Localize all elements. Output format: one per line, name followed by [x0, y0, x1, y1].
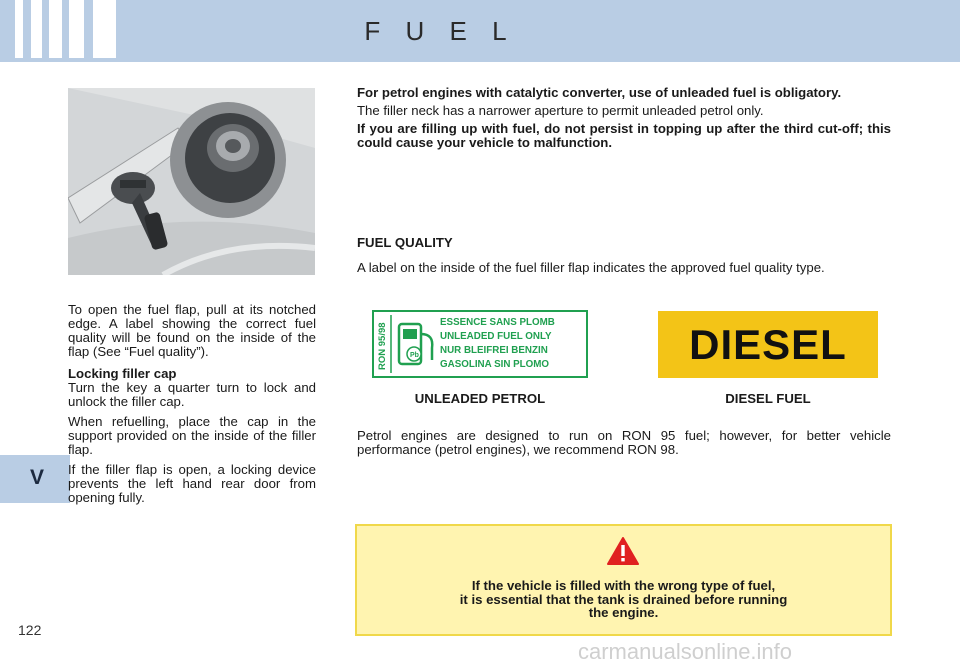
diesel-label-text: DIESEL [689, 321, 847, 368]
fuel-filler-photo [68, 88, 315, 275]
diesel-fuel-label [658, 311, 878, 378]
catalytic-notice: For petrol engines with catalytic converter, use of unleaded fuel is obligatory. [357, 85, 842, 100]
wrong-fuel-warning-box [355, 524, 892, 636]
ron-recommendation: Petrol engines are designed to run on RON 95 fuel; however, for better vehicle performance (petrol engines), we recommend RON 98. [357, 428, 891, 457]
label-line: UNLEADED FUEL ONLY [440, 331, 552, 342]
locking-cap-text: Turn the key a quarter turn to lock and unlock the filler cap. [68, 380, 316, 409]
locking-cap-heading: Locking filler cap [68, 366, 177, 381]
section-tab [0, 455, 70, 503]
page-title: F U E L [364, 16, 516, 46]
left-column [68, 303, 316, 513]
cutoff-warning: If you are filling up with fuel, do not persist in topping up after the third cut-off; this could cause your vehicle to malfunction. [357, 121, 891, 150]
locking-device-text: If the filler flap is open, a locking device prevents the left hand rear door from opening fully. [68, 462, 316, 505]
right-column [357, 86, 891, 154]
fuel-quality-heading: FUEL QUALITY [357, 235, 453, 250]
page-number: 122 [18, 622, 42, 638]
ron-side-text: RON 95/98 [377, 322, 388, 370]
warning-triangle-icon [606, 536, 640, 566]
unleaded-caption: UNLEADED PETROL [414, 391, 546, 406]
header-stripe [31, 0, 42, 58]
label-line: ESSENCE SANS PLOMB [440, 317, 555, 328]
fuel-pump-icon [399, 324, 432, 364]
header-stripe [49, 0, 62, 58]
fuel-quality-text: A label on the inside of the fuel filler flap indicates the approved fuel quality type. [357, 260, 825, 275]
fuel-flap-intro: To open the fuel flap, pull at its notched edge. A label showing the correct fuel quality will be found on the inside of the flap (See “Fuel quality”). [68, 302, 316, 359]
header-stripe [93, 0, 116, 58]
filler-neck-text: The filler neck has a narrower aperture to permit unleaded petrol only. [357, 103, 764, 118]
warning-line-2: it is essential that the tank is drained before running [459, 591, 788, 607]
svg-text:Pb: Pb [410, 352, 419, 359]
label-line: NUR BLEIFREI BENZIN [440, 345, 548, 356]
unleaded-fuel-label [372, 310, 588, 378]
label-line: GASOLINA SIN PLOMO [440, 359, 550, 370]
warning-text [357, 579, 890, 620]
watermark: carmanualsonline.info [578, 639, 793, 664]
section-tab-label: V [30, 466, 45, 489]
header-bar [0, 0, 960, 62]
header-stripe [15, 0, 23, 58]
refuelling-text: When refuelling, place the cap in the support provided on the inside of the filler flap. [68, 414, 316, 457]
warning-line-3: the engine. [588, 605, 659, 620]
diesel-caption: DIESEL FUEL [725, 391, 811, 406]
warning-line-1: If the vehicle is filled with the wrong type of fuel, [471, 578, 776, 593]
header-stripe [69, 0, 84, 58]
